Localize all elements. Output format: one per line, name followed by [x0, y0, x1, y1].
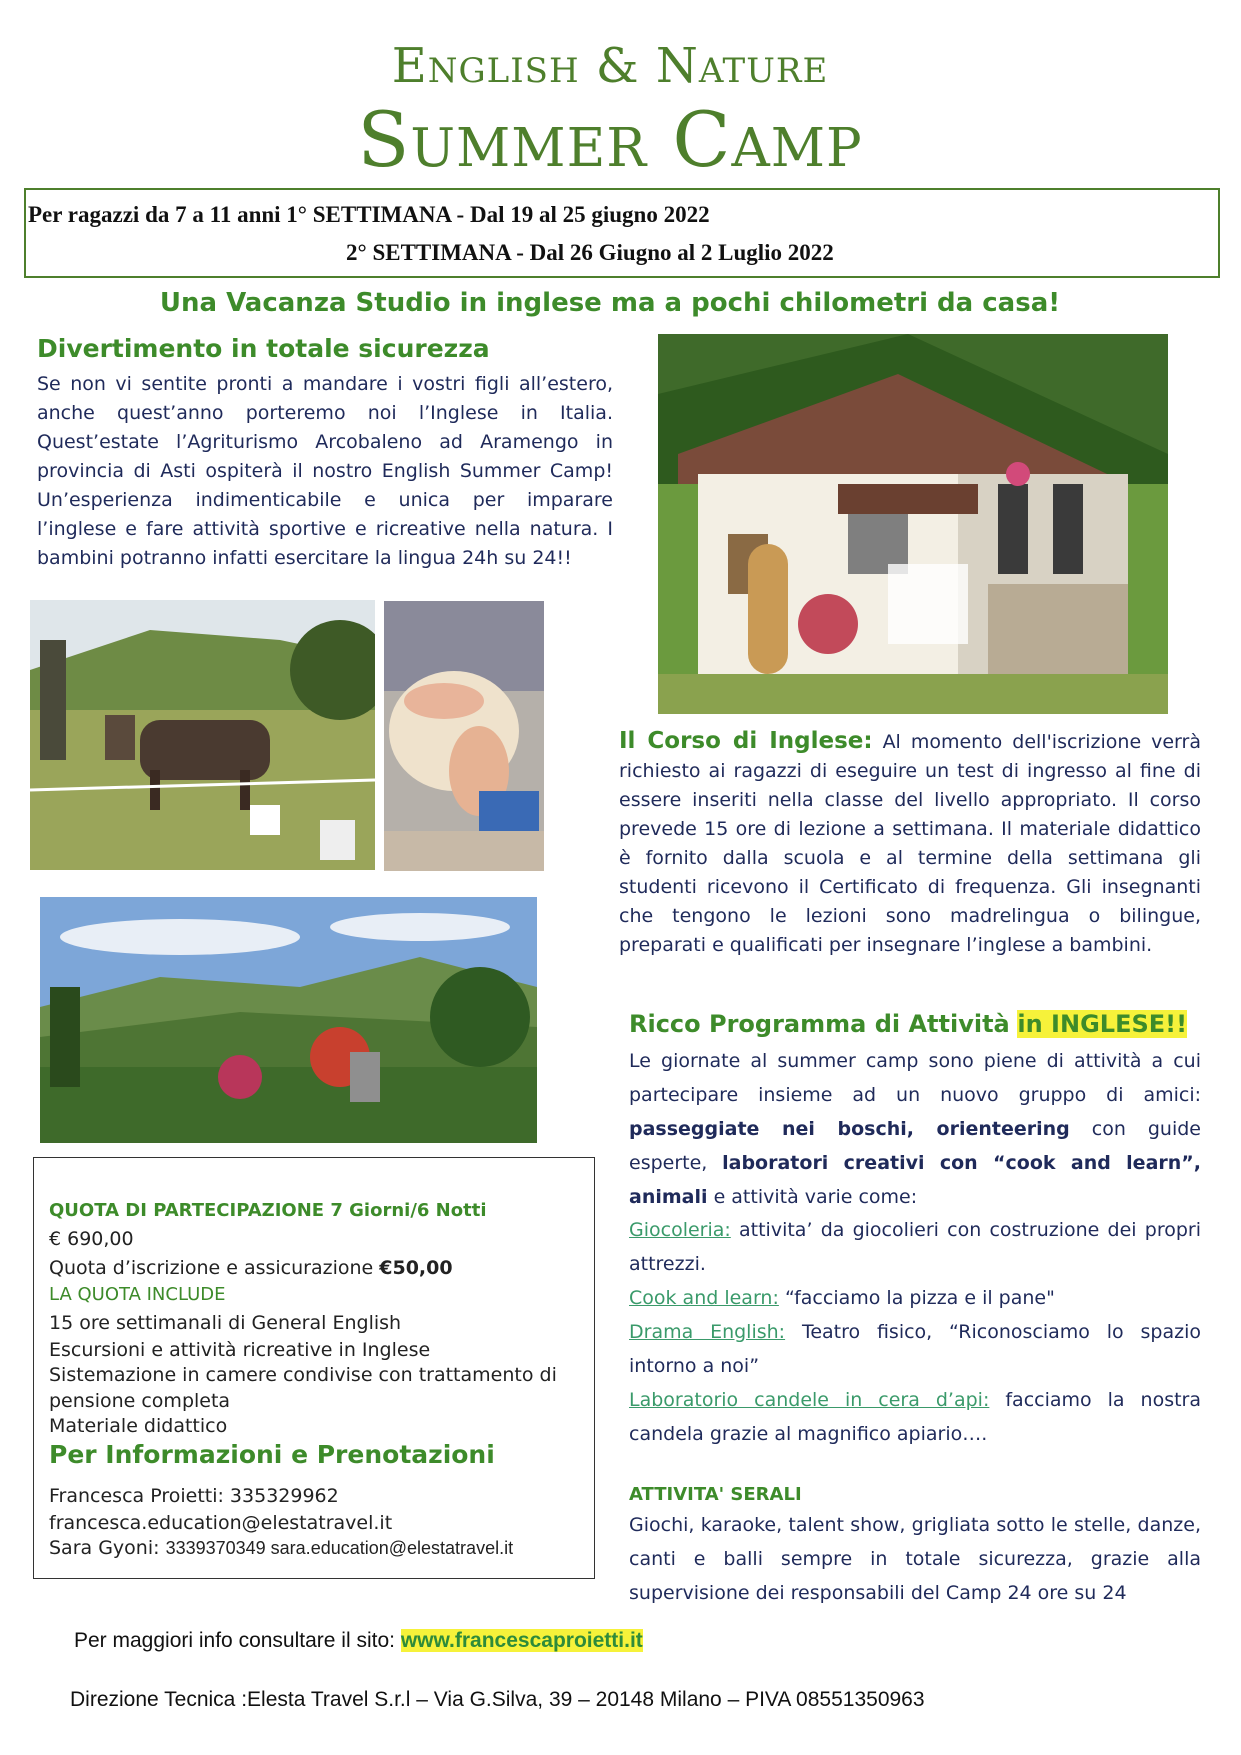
tagline: Una Vacanza Studio in inglese ma a pochi chilometri da casa!: [159, 288, 1061, 318]
quota-heading: QUOTA DI PARTECIPAZIONE 7 Giorni/6 Notti: [49, 1200, 487, 1221]
activity-item: [629, 1315, 1201, 1383]
price: € 690,00: [49, 1228, 134, 1250]
dough-photo: [384, 601, 544, 871]
program-bold-2: laboratori creativi con “cook and learn”, animali: [629, 1152, 1201, 1208]
donkeys-photo: [30, 600, 375, 870]
include-item: 15 ore settimanali di General English: [49, 1312, 402, 1334]
dates-box: [24, 188, 1220, 278]
activity-item: [629, 1213, 1201, 1281]
activity-text: Teatro fisico, “Riconosciamo lo spazio intorno a noi”: [629, 1321, 1201, 1377]
footer-info: [74, 1629, 643, 1653]
farmhouse-photo: [658, 334, 1168, 714]
activity-name-cook: Cook and learn:: [629, 1287, 779, 1309]
contact-line-1: Francesca Proietti: 335329962: [49, 1485, 339, 1507]
course-section: [619, 727, 1201, 960]
include-item: Sistemazione in camere condivise con trattamento di: [49, 1364, 557, 1386]
registration-price: €50,00: [379, 1257, 453, 1279]
program-intro-1: Le giornate al summer camp sono piene di attività a cui partecipare insieme ad un nuovo gruppo di amici:: [629, 1050, 1201, 1106]
course-body: Al momento dell'iscrizione verrà richiesto ai ragazzi di eseguire un test di ingresso al fine di essere inseriti nella classe del livello appropriato. Il corso prevede 15 ore di lezione a settimana. Il materiale didattico è fornito dalla scuola e al termine della settimana gli studenti ricevono il Certificato di frequenza. Gli insegnanti che tengono le lezioni sono madrelingua o bilingue, preparati e qualificati per insegnare l’inglese a bambini.: [619, 731, 1201, 956]
includes-heading: LA QUOTA INCLUDE: [49, 1284, 226, 1305]
title-line-2: Summer Camp: [357, 95, 863, 184]
program-heading-highlight: in INGLESE!!: [1017, 1010, 1188, 1038]
evening-body: Giochi, karaoke, talent show, grigliata sotto le stelle, danze, canti e balli sempre in totale sicurezza, grazie alla supervisione dei responsabili del Camp 24 ore su 24: [629, 1514, 1201, 1604]
dates-line-1: Per ragazzi da 7 a 11 anni 1° SETTIMANA - Dal 19 al 25 giugno 2022: [28, 202, 710, 227]
footer-info-prefix: Per maggiori info consultare il sito:: [74, 1629, 395, 1652]
contact-line-2: [49, 1535, 513, 1561]
registration-label: Quota d’iscrizione e assicurazione: [49, 1257, 374, 1279]
contact-phone-2: 3339370349 sara.education@elestatravel.it: [165, 1538, 514, 1558]
include-item: pensione completa: [49, 1390, 231, 1412]
contact-name-2: Sara Gyoni:: [49, 1537, 160, 1559]
include-item: Escursioni e attività ricreative in Inglese: [49, 1339, 431, 1361]
activity-name-candles: Laboratorio candele in cera d’api:: [629, 1389, 990, 1411]
activity-name-giocoleria: Giocoleria:: [629, 1219, 731, 1241]
dates-line-2: 2° SETTIMANA - Dal 26 Giugno al 2 Luglio 2022: [346, 240, 834, 265]
program-intro-3: e attività varie come:: [713, 1186, 918, 1208]
program-intro: [629, 1044, 1201, 1214]
program-bold-1: passeggiate nei boschi, orienteering: [629, 1118, 1070, 1140]
evening-heading: ATTIVITA' SERALI: [629, 1484, 802, 1505]
activity-item: [629, 1281, 1201, 1315]
program-heading-row: [629, 1010, 1187, 1038]
program-intro-2: con guide esperte,: [629, 1118, 1201, 1174]
intro-body: Se non vi sentite pronti a mandare i vostri figli all’estero, anche quest’anno porteremo noi l’Inglese in Italia. Quest’estate l’Agriturismo Arcobaleno ad Aramengo in provincia di Asti ospiterà il nostro English Summer Camp! Un’esperienza indimenticabile e unica per imparare l’inglese e fare attività sportive e ricreative nella natura. I bambini potranno infatti esercitare la lingua 24h su 24!!: [37, 373, 613, 569]
activity-name-drama: Drama English:: [629, 1321, 786, 1343]
pricing-box: [33, 1157, 595, 1579]
website-link[interactable]: www.francescaproietti.it: [400, 1629, 643, 1652]
activity-text: facciamo la nostra candela grazie al magnifico apiario….: [629, 1389, 1202, 1445]
contact-email-1: francesca.education@elestatravel.it: [49, 1512, 393, 1534]
activity-item: [629, 1383, 1201, 1451]
registration-row: [49, 1255, 453, 1281]
contacts-heading: Per Informazioni e Prenotazioni: [49, 1440, 495, 1469]
program-heading: Ricco Programma di Attività: [629, 1010, 1010, 1038]
activity-text: attivita’ da giocolieri con costruzione dei propri attrezzi.: [629, 1219, 1201, 1275]
landscape-photo: [40, 897, 537, 1143]
intro-heading: Divertimento in totale sicurezza: [37, 334, 490, 363]
include-item: Materiale didattico: [49, 1415, 228, 1437]
title-line-1: English & Nature: [391, 38, 829, 94]
footer-legal: Direzione Tecnica :Elesta Travel S.r.l – Via G.Silva, 39 – 20148 Milano – PIVA 08551350963: [70, 1688, 925, 1711]
activity-text: “facciamo la pizza e il pane": [784, 1287, 1055, 1309]
course-heading: Il Corso di Inglese:: [619, 728, 873, 754]
